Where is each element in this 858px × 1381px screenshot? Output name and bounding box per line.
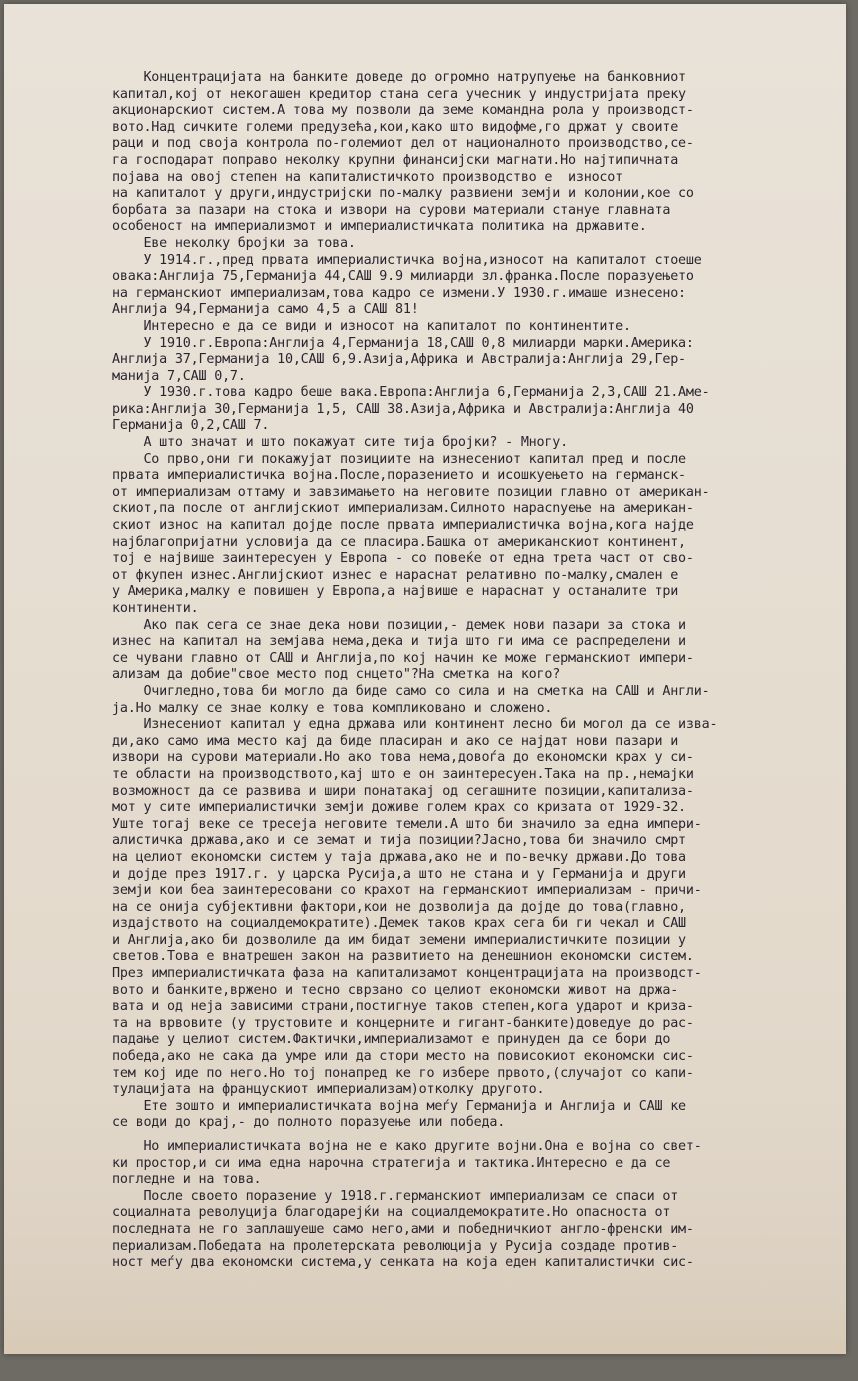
text-line: вото.Над сичките големи предузећа,кои,како што видофме,го држат у своите	[112, 119, 679, 135]
text-line: се води до крај,- до полното поразуење или победа.	[112, 1115, 506, 1131]
text-line: издајството на социалдемократите).Демек таков крах сега би ги чекал и САШ	[112, 916, 686, 932]
text-line: Германија 0,2,САШ 7.	[112, 418, 270, 434]
text-line: У 1930.г.това кадро беше вака.Европа:Англија 6,Германија 2,3,САШ 21.Аме-	[112, 385, 710, 401]
text-line: се чувани главно от САШ и Англија,по кој начин ке може германскиот импери-	[112, 650, 694, 666]
text-line: Очигледно,това би могло да биде само со сила и на сметка на САШ и Англи-	[112, 683, 710, 699]
text-line: ки простор,и си има една нарочна стратегија и тактика.Интересно е да се	[112, 1155, 671, 1171]
text-line: Еве неколку бројки за това.	[112, 235, 356, 251]
text-line: на се онија субјективни фактори,кои не дозволија да дојде до това(главно,	[112, 899, 686, 915]
text-line: вата и од неја зависими страни,постигнуе таков степен,кога ударот и криза-	[112, 999, 694, 1015]
text-line: на целиот економски систем у таја држава,ако не и по-вечку држави.До това	[112, 849, 686, 865]
text-line: Ете зошто и империалистичката војна меѓу Германија и Англија и САШ ке	[112, 1098, 686, 1114]
text-line: и Англија,ако би дозволиле да им бидат земени империалистичките позиции у	[112, 932, 686, 948]
text-line: погледне и на това.	[112, 1172, 262, 1188]
text-line: ди,ако само има место кај да биде пласиран и ако се најдат нови пазари и	[112, 733, 679, 749]
text-line: рика:Англија 30,Германија 1,5, САШ 38.Азија,Африка и Австралија:Англија 40	[112, 401, 694, 417]
text-line: га господарат поправо неколку крупни финансијски магнати.Но најтипичната	[112, 152, 679, 168]
document-page	[4, 4, 846, 1354]
text-line: те области на производството,кај што е он заинтересуен.Така на пр.,немајки	[112, 766, 694, 782]
text-line: Изнесениот капитал у една држава или континент лесно би могол да се изва-	[112, 717, 718, 733]
text-line: През империалистичката фаза на капитализамот концентрацијата на производст-	[112, 966, 702, 982]
text-line: социалната револуција благодарејќи на социалдемократите.Но опасноста от	[112, 1205, 671, 1221]
text-line: тулацијата на францускиот империализам)отколку другото.	[112, 1082, 545, 1098]
text-line: Но империалистичката војна не е како другите војни.Она е војна со свет-	[112, 1139, 702, 1154]
text-line: на германскиот империализам,това кадро се измени.У 1930.г.имаше изнесено:	[112, 285, 686, 301]
text-line: на капиталот у други,индустријски по-малку развиени земји и колонии,кое со	[112, 186, 694, 202]
text-line: ја.Но малку се знае колку е това компликовано и сложено.	[112, 700, 553, 716]
text-line: вото и банките,вржено и тесно сврзано со целиот економски живот на држа-	[112, 982, 679, 998]
text-line: Англија 94,Германија само 4,5 а САШ 81!	[112, 302, 419, 318]
text-line: и дојде през 1917.г. у царска Русија,а што не стана и у Германија и други	[112, 866, 686, 882]
text-line: овака:Англија 75,Германија 44,САШ 9.9 милиарди зл.франка.После поразуењето	[112, 269, 694, 285]
text-line: победа,ако не сака да умре или да стори место на повисокиот економски сис-	[112, 1049, 694, 1065]
text-line: Со прво,они ги покажујат позициите на изнесениот капитал пред и после	[112, 451, 686, 467]
text-line: скиот,па после от англијскиот империализам.Силното нарасnуење на американ-	[112, 501, 694, 517]
text-line: алистичка држава,ако и се земат и тија позиции?Јасно,това би значило смрт	[112, 833, 686, 849]
text-line: Англија 37,Германија 10,САШ 6,9.Азија,Африка и Австралија:Англија 29,Гер-	[112, 352, 686, 368]
text-line: Ако пак сега се знае дека нови позиции,- демек нови пазари за стока и	[112, 617, 686, 633]
text-line: последната не го заплашуеше само него,ами и победничкиот англо-френски им-	[112, 1221, 694, 1237]
text-line: тој е највише заинтересуен у Европа - со повеќе от една трета част от сво-	[112, 551, 694, 567]
text-line: првата империалистичка војна.После,поразението и исошкуењето на германск-	[112, 468, 686, 484]
text-line: Концентрацијата на банките доведе до огромно натрупуење на банковниот	[112, 70, 686, 85]
text-line: акционарскиот систем.А това му позволи да земе командна рола у производст-	[112, 103, 694, 119]
text-line: падање у целиот систем.Фактички,империализамот е принуден да се бори до	[112, 1032, 671, 1048]
text-line: борбата за пазари на стока и извори на сурови материали стануе главната	[112, 202, 671, 218]
text-line: светов.Това е внатрешен закон на развитието на денешнион економски систем.	[112, 949, 694, 965]
text-line: та на врвовите (у трустовите и концерните и гигант-банките)доведуе до рас-	[112, 1015, 694, 1031]
text-line: периализам.Победата на пролетерската революција у Русија создаде против-	[112, 1238, 679, 1254]
text-line: раци и под своја контрола по-големиот дел от националното производство,се-	[112, 136, 694, 152]
text-line: капитал,кој от некогашен кредитор стана сега учесник у индустријата преку	[112, 86, 686, 102]
text-line: земји кои беа заинтересовани со крахот на германскиот империализам - причи-	[112, 883, 702, 899]
text-line: скиот износ на капитал дојде после првата империалистичка војна,кога најде	[112, 518, 694, 534]
text-line: изнес на капитал на земјава нема,дека и тија што ги има се распределени и	[112, 634, 686, 650]
text-line: от империализам оттаму и завзимањето на неговите позиции главно от американ-	[112, 484, 710, 500]
text-line: возможност да се развива и шири понатакај од сегашните позиции,капитализа-	[112, 783, 694, 799]
text-line: мот у сите империалистички земји доживе голем крах со кризата от 1929-32.	[112, 800, 686, 816]
text-line: тем кој иде по него.Но тој понапред ке го избере првото,(случајот со капи-	[112, 1065, 694, 1081]
text-line: појава на овој степен на капиталистичкото производство е износот	[112, 169, 624, 185]
text-line: извори на сурови материали.Но ако това нема,довоѓа до економски крах у си-	[112, 750, 694, 766]
text-line: ност меѓу два економски система,у сенката на која еден капиталистички сис-	[112, 1255, 694, 1271]
text-line: Интересно е да се види и износот на капиталот по континентите.	[112, 318, 631, 334]
text-line: у Америка,малку е повишен у Европа,а највише е нараснат у останалите три	[112, 584, 679, 600]
text-line: Уште тогај веке се тресеја неговите темели.А што би значило за една импери-	[112, 816, 702, 832]
text-line: После своето поразение у 1918.г.германскиот империализам се спаси от	[112, 1188, 679, 1204]
text-line: манија 7,САШ 0,7.	[112, 368, 246, 384]
text-line: У 1910.г.Европа:Англија 4,Германија 18,САШ 0,8 милиарди марки.Америка:	[112, 335, 694, 351]
text-line: А што значат и што покажуат сите тија бројки? - Многу.	[112, 435, 568, 451]
text-line: У 1914.г.,пред првата империалистичка војна,износот на капиталот стоеше	[112, 252, 702, 268]
text-line: најблагопријатни условија да се пласира.Башка от американскиот континент,	[112, 534, 686, 550]
text-line: ализам да добие"свое место под снцето"?На сметка на кого?	[112, 667, 561, 683]
text-line: от фкупен изнес.Англијскиот изнес е нараснат релативно по-малку,смален е	[112, 567, 679, 583]
text-line: континенти.	[112, 601, 199, 616]
typewritten-text	[112, 70, 842, 1272]
text-line: особеност на империализмот и империалистичката политика на државите.	[112, 219, 647, 235]
